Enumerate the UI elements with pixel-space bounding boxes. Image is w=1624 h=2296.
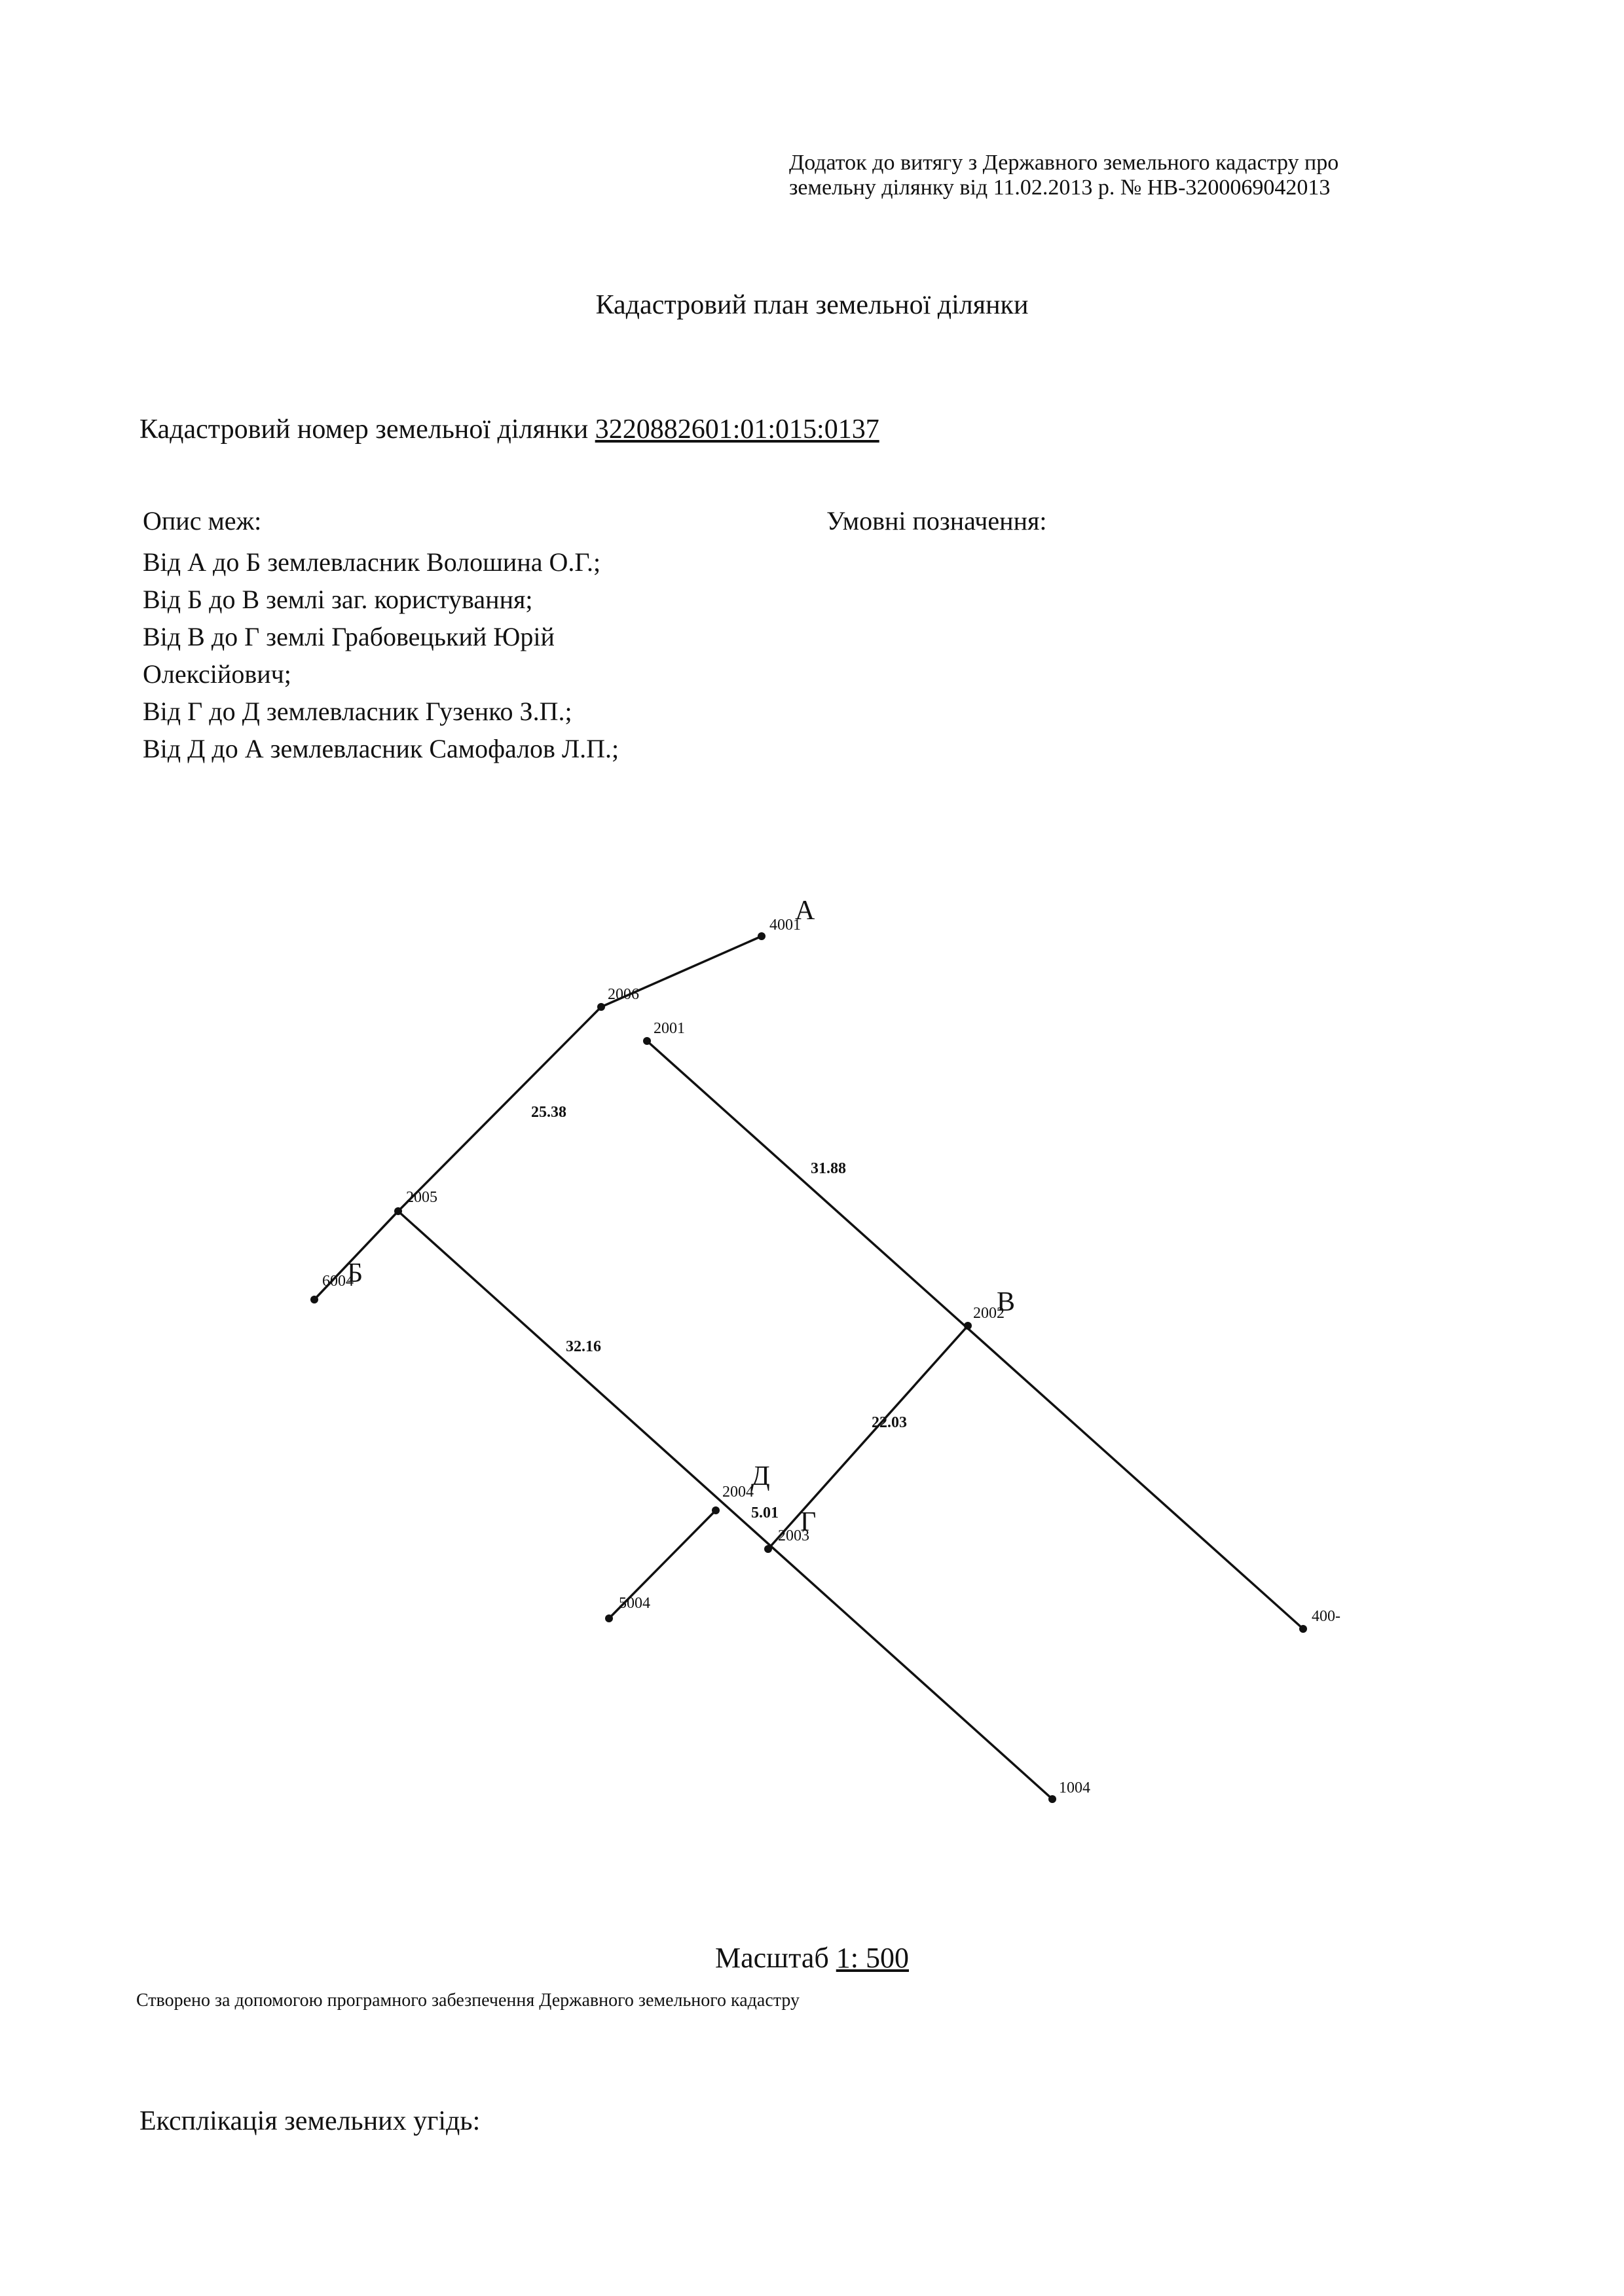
boundary-item: Від А до Б землевласник Волошина О.Г.;	[143, 547, 601, 577]
survey-point	[310, 1296, 318, 1303]
survey-point	[758, 932, 766, 940]
scale-line	[0, 1941, 1624, 1975]
distance-label: 31.88	[811, 1160, 846, 1177]
corner-letter: Б	[347, 1258, 363, 1288]
point-label: 2002	[973, 1305, 1005, 1322]
appendix-header-line-1: Додаток до витягу з Державного земельного кадастру про	[789, 151, 1339, 175]
software-credit: Створено за допомогою програмного забезпечення Державного земельного кадастру	[136, 1990, 800, 2011]
point-label: 6004	[322, 1273, 354, 1290]
survey-point	[597, 1003, 605, 1011]
appendix-header-line-2: земельну ділянку від 11.02.2013 р. № НВ-3200069042013	[789, 175, 1331, 200]
corner-letter: Д	[751, 1461, 770, 1491]
boundary-line	[647, 1041, 1303, 1629]
boundary-line	[398, 1007, 601, 1211]
boundary-item: Олексійович;	[143, 659, 291, 689]
point-label: 2003	[778, 1527, 809, 1544]
point-label: 4001	[769, 917, 801, 934]
boundary-line	[398, 1211, 1052, 1799]
corner-letter: Г	[800, 1507, 817, 1537]
survey-point	[394, 1207, 402, 1215]
explication-heading: Експлікація земельних угідь:	[139, 2106, 481, 2136]
scale-label: Масштаб	[715, 1942, 829, 1974]
boundary-item: Від В до Г землі Грабовецький Юрій	[143, 622, 555, 651]
cadastral-number: 3220882601:01:015:0137	[595, 414, 879, 445]
survey-point	[1299, 1625, 1307, 1633]
point-label: 400-	[1312, 1608, 1340, 1625]
corner-letter: В	[997, 1287, 1016, 1317]
cadastral-number-label: Кадастровий номер земельної ділянки	[139, 414, 589, 445]
boundary-item: Від Д до А землевласник Самофалов Л.П.;	[143, 734, 619, 763]
distance-label: 25.38	[531, 1104, 566, 1121]
survey-point	[605, 1614, 613, 1622]
distance-label: 22.03	[872, 1414, 907, 1431]
boundary-item: Від Г до Д землевласник Гузенко З.П.;	[143, 697, 572, 726]
boundary-line	[768, 1326, 968, 1549]
scale-value: 1: 500	[836, 1942, 909, 1974]
point-label: 1004	[1059, 1779, 1090, 1796]
legend-heading: Умовні позначення:	[826, 506, 1047, 536]
plan-title: Кадастровий план земельної ділянки	[595, 290, 1029, 320]
survey-point	[643, 1037, 651, 1045]
boundaries-heading: Опис меж:	[143, 506, 262, 536]
distance-label: 5.01	[751, 1504, 779, 1522]
distance-label: 32.16	[566, 1338, 601, 1355]
point-label: 2006	[608, 986, 639, 1003]
point-label: 2001	[654, 1020, 685, 1037]
point-label: 5004	[619, 1595, 650, 1612]
point-label: 2004	[722, 1484, 754, 1501]
corner-letter: А	[795, 896, 815, 926]
survey-point	[764, 1545, 772, 1553]
survey-point	[1048, 1795, 1056, 1803]
point-label: 2005	[406, 1189, 437, 1206]
boundary-item: Від Б до В землі заг. користування;	[143, 585, 533, 614]
survey-point	[712, 1506, 720, 1514]
survey-point	[964, 1322, 972, 1330]
